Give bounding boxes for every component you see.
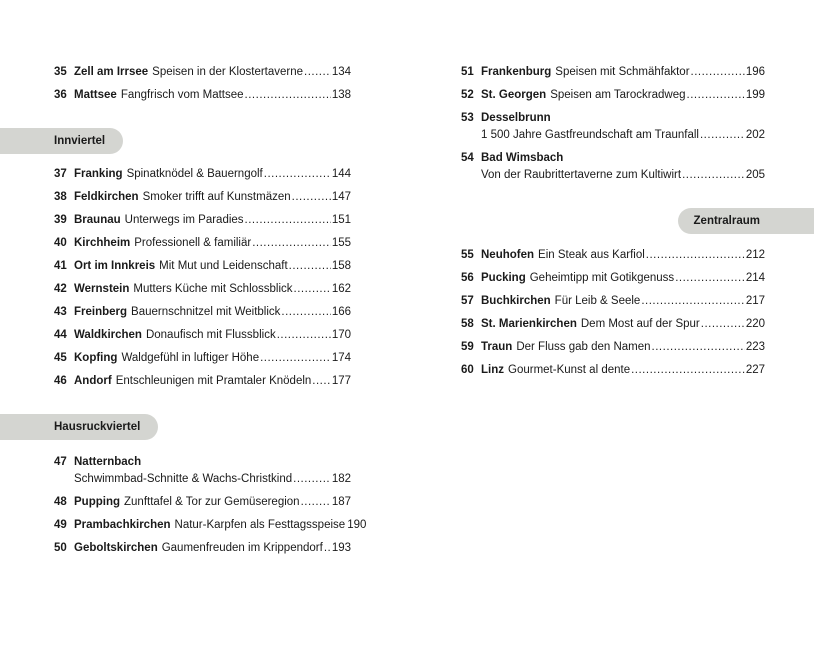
- entry-number: 36: [54, 89, 67, 101]
- entry-number: 40: [54, 237, 67, 249]
- entry-place: Natternbach: [74, 456, 142, 468]
- entry-page: 182: [331, 473, 351, 485]
- toc-entry[interactable]: [54, 351, 351, 365]
- entry-description: Mit Mut und Leidenschaft: [159, 260, 288, 272]
- toc-entry[interactable]: [461, 65, 765, 79]
- entry-page: 170: [331, 329, 351, 341]
- entry-description: Fangfrisch vom Mattsee: [120, 89, 244, 101]
- entry-description: Spinatknödel & Bauerngolf: [126, 168, 263, 180]
- entry-place: Pupping: [74, 496, 120, 508]
- entry-page: 196: [745, 66, 765, 78]
- dot-leader: [292, 190, 331, 204]
- entry-description: Von der Raubrittertaverne zum Kultiwirt: [481, 169, 682, 181]
- entry-place: St. Marienkirchen: [481, 318, 577, 330]
- toc-entry[interactable]: [54, 518, 367, 532]
- toc-entry[interactable]: [54, 236, 351, 250]
- entry-page: 202: [745, 129, 765, 141]
- toc-entry[interactable]: [461, 271, 765, 285]
- dot-leader: [312, 374, 331, 388]
- entry-place: Waldkirchen: [74, 329, 142, 341]
- entry-description: Bauernschnitzel mit Weitblick: [131, 306, 281, 318]
- entry-place: Freinberg: [74, 306, 128, 318]
- entry-page: 217: [745, 295, 765, 307]
- dot-leader: [301, 495, 331, 509]
- entry-description: Ein Steak aus Karfiol: [538, 249, 645, 261]
- dot-leader: [245, 88, 331, 102]
- entry-page: 144: [331, 168, 351, 180]
- entry-place: Bad Wimsbach: [481, 152, 564, 164]
- dot-leader: [264, 167, 331, 181]
- entry-description: Dem Most auf der Spur: [580, 318, 700, 330]
- entry-page: 158: [331, 260, 351, 272]
- toc-entry[interactable]: [54, 190, 351, 204]
- entry-number: 49: [54, 519, 67, 531]
- entry-number: 58: [461, 318, 474, 330]
- toc-entry[interactable]: [461, 317, 765, 331]
- entry-description: Donaufisch mit Flussblick: [145, 329, 276, 341]
- dot-leader: [700, 128, 745, 142]
- entry-description: Der Fluss gab den Namen: [516, 341, 651, 353]
- entry-number: 56: [461, 272, 474, 284]
- toc-entry[interactable]: [54, 328, 351, 342]
- toc-entry[interactable]: [54, 282, 351, 296]
- entry-number: 44: [54, 329, 67, 341]
- dot-leader: [682, 168, 745, 182]
- section-tab-zentralraum: Zentralraum: [678, 208, 814, 234]
- toc-entry[interactable]: [461, 151, 765, 182]
- dot-leader: [324, 541, 331, 555]
- entry-place: St. Georgen: [481, 89, 547, 101]
- entry-description: Unterwegs im Paradies: [124, 214, 244, 226]
- entry-place: Buchkirchen: [481, 295, 551, 307]
- entry-number: 37: [54, 168, 67, 180]
- entry-description: Zunfttafel & Tor zur Gemüseregion: [124, 496, 300, 508]
- dot-leader: [277, 328, 331, 342]
- entry-page: 155: [331, 237, 351, 249]
- toc-entry[interactable]: [54, 495, 351, 509]
- entry-number: 35: [54, 66, 67, 78]
- entry-place: Kopfing: [74, 352, 118, 364]
- dot-leader: [701, 317, 745, 331]
- toc-entry[interactable]: [54, 167, 351, 181]
- toc-entry[interactable]: [461, 294, 765, 308]
- toc-entry[interactable]: [461, 340, 765, 354]
- entry-place: Braunau: [74, 214, 121, 226]
- toc-entry[interactable]: [54, 305, 351, 319]
- toc-entry[interactable]: [54, 259, 351, 273]
- entry-page: 193: [331, 542, 351, 554]
- dot-leader: [646, 248, 745, 262]
- entry-page: 138: [331, 89, 351, 101]
- entry-description: Speisen am Tarockradweg: [550, 89, 686, 101]
- entry-number: 54: [461, 152, 474, 164]
- entry-page: 187: [331, 496, 351, 508]
- toc-entry[interactable]: [54, 88, 351, 102]
- entry-page: 205: [745, 169, 765, 181]
- section-tab-innviertel: Innviertel: [0, 128, 123, 154]
- entry-description: Für Leib & Seele: [554, 295, 641, 307]
- dot-leader: [687, 88, 745, 102]
- entry-page: 220: [745, 318, 765, 330]
- entry-number: 39: [54, 214, 67, 226]
- entry-place: Zell am Irrsee: [74, 66, 149, 78]
- dot-leader: [294, 282, 331, 296]
- entry-page: 212: [745, 249, 765, 261]
- dot-leader: [281, 305, 330, 319]
- entry-number: 43: [54, 306, 67, 318]
- entry-place: Mattsee: [74, 89, 117, 101]
- entry-description: Mutters Küche mit Schlossblick: [133, 283, 293, 295]
- entry-number: 51: [461, 66, 474, 78]
- toc-entry[interactable]: [54, 374, 351, 388]
- dot-leader: [252, 236, 331, 250]
- entry-number: 48: [54, 496, 67, 508]
- entry-number: 45: [54, 352, 67, 364]
- entry-place: Franking: [74, 168, 123, 180]
- entry-page: 174: [331, 352, 351, 364]
- entry-place: Pucking: [481, 272, 526, 284]
- dot-leader: [293, 472, 331, 486]
- dot-leader: [691, 65, 745, 79]
- entry-page: 134: [331, 66, 351, 78]
- entry-place: Geboltskirchen: [74, 542, 158, 554]
- dot-leader: [631, 363, 745, 377]
- entry-number: 52: [461, 89, 474, 101]
- entry-description: Gourmet-Kunst al dente: [508, 364, 631, 376]
- entry-page: 199: [745, 89, 765, 101]
- entry-description: Geheimtipp mit Gotikgenuss: [529, 272, 675, 284]
- toc-entry[interactable]: [54, 65, 351, 79]
- entry-description: Speisen mit Schmähfaktor: [555, 66, 690, 78]
- dot-leader: [304, 65, 331, 79]
- toc-entry[interactable]: [461, 111, 765, 142]
- entry-number: 47: [54, 456, 67, 468]
- entry-place: Traun: [481, 341, 513, 353]
- entry-number: 57: [461, 295, 474, 307]
- dot-leader: [245, 213, 331, 227]
- entry-number: 59: [461, 341, 474, 353]
- entry-place: Andorf: [74, 375, 112, 387]
- entry-place: Wernstein: [74, 283, 130, 295]
- dot-leader: [641, 294, 744, 308]
- entry-place: Neuhofen: [481, 249, 535, 261]
- dot-leader: [289, 259, 331, 273]
- toc-entry[interactable]: [461, 248, 765, 262]
- entry-description: Natur-Karpfen als Festtagsspeise: [174, 519, 346, 531]
- dot-leader: [652, 340, 745, 354]
- entry-place: Desselbrunn: [481, 112, 551, 124]
- entry-number: 41: [54, 260, 67, 272]
- entry-description: Schwimmbad-Schnitte & Wachs-Christkind: [74, 473, 293, 485]
- entry-page: 214: [745, 272, 765, 284]
- toc-entry[interactable]: [54, 541, 351, 555]
- entry-place: Feldkirchen: [74, 191, 139, 203]
- entry-page: 147: [331, 191, 351, 203]
- toc-entry[interactable]: [461, 88, 765, 102]
- entry-description: 1 500 Jahre Gastfreundschaft am Traunfall: [481, 129, 699, 141]
- entry-page: 151: [331, 214, 351, 226]
- dot-leader: [260, 351, 331, 365]
- entry-description: Gaumenfreuden im Krippendorf: [161, 542, 323, 554]
- entry-number: 60: [461, 364, 474, 376]
- entry-place: Ort im Innkreis: [74, 260, 156, 272]
- entry-number: 46: [54, 375, 67, 387]
- toc-entry[interactable]: [54, 213, 351, 227]
- entry-number: 50: [54, 542, 67, 554]
- entry-page: 166: [331, 306, 351, 318]
- entry-place: Frankenburg: [481, 66, 552, 78]
- entry-description: Smoker trifft auf Kunstmäzen: [142, 191, 291, 203]
- entry-number: 55: [461, 249, 474, 261]
- dot-leader: [675, 271, 745, 285]
- toc-entry[interactable]: [461, 363, 765, 377]
- section-tab-hausruckviertel: Hausruckviertel: [0, 414, 158, 440]
- toc-entry[interactable]: [54, 455, 351, 486]
- entry-number: 53: [461, 112, 474, 124]
- entry-place: Linz: [481, 364, 504, 376]
- entry-number: 42: [54, 283, 67, 295]
- entry-description: Speisen in der Klostertaverne: [152, 66, 304, 78]
- entry-place: Prambachkirchen: [74, 519, 171, 531]
- entry-description: Waldgefühl in luftiger Höhe: [121, 352, 260, 364]
- entry-number: 38: [54, 191, 67, 203]
- entry-page: 177: [331, 375, 351, 387]
- entry-description: Entschleunigen mit Pramtaler Knödeln: [115, 375, 312, 387]
- entry-page: 227: [745, 364, 765, 376]
- entry-page: 223: [745, 341, 765, 353]
- entry-page: 162: [331, 283, 351, 295]
- entry-place: Kirchheim: [74, 237, 131, 249]
- entry-description: Professionell & familiär: [134, 237, 252, 249]
- entry-page: 190: [347, 519, 367, 531]
